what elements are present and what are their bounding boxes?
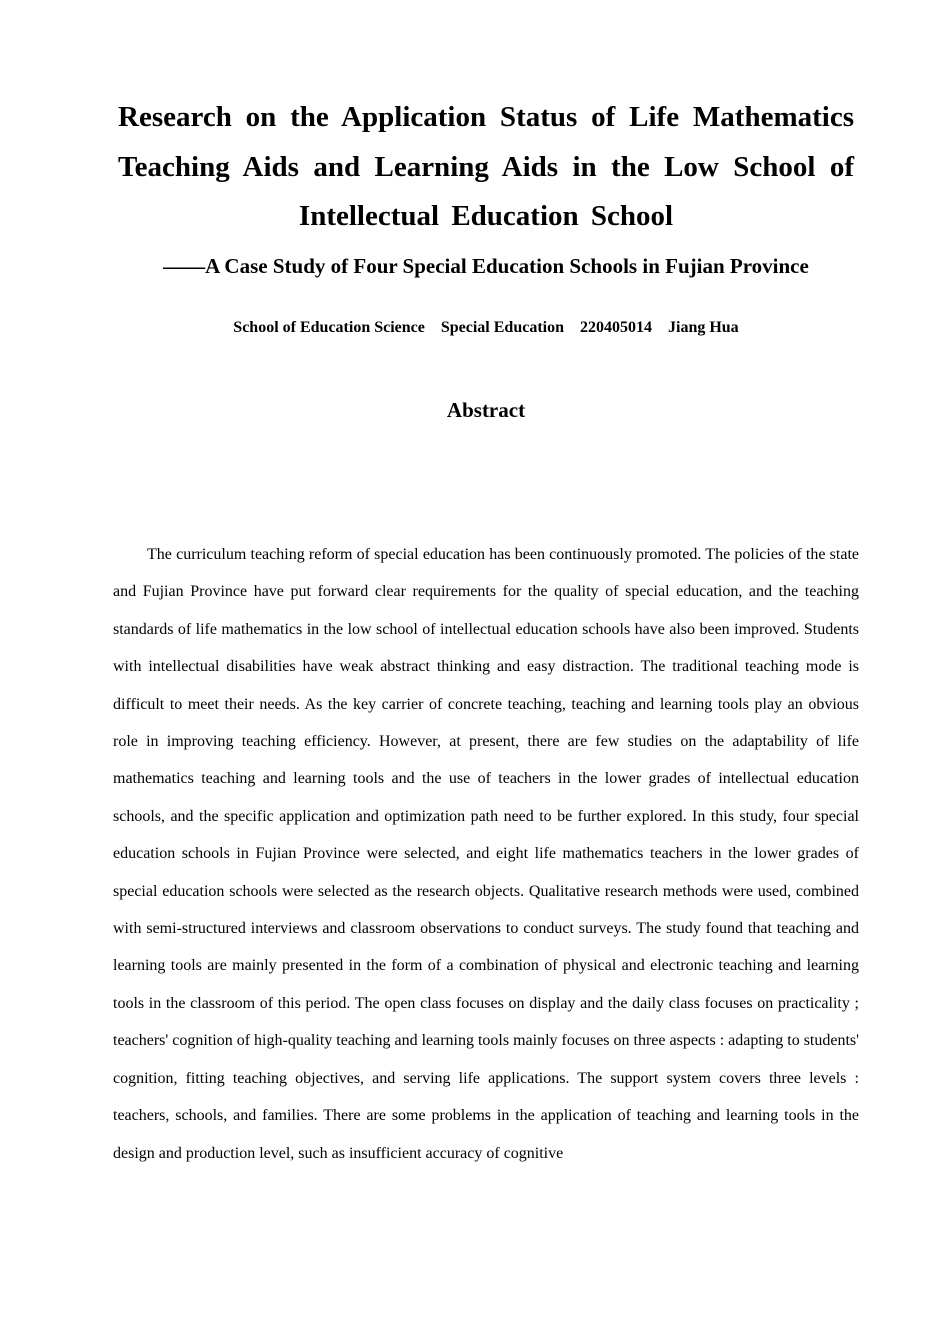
abstract-body: The curriculum teaching reform of special education has been continuously promoted. The policies of the state and Fujian Province have put forward clear requirements for the quality of special education, and the teaching standards of life mathematics in the low school of intellectual education schools have also been improved. Students with intellectual disabilities have weak abstract thinking and easy distraction. The traditional teaching mode is difficult to meet their needs. As the key carrier of concrete teaching, teaching and learning tools play an obvious role in improving teaching efficiency. However, at present, there are few studies on the adaptability of life mathematics teaching and learning tools and the use of teachers in the lower grades of intellectual education schools, and the specific application and optimization path need to be further explored. In this study, four special education schools in Fujian Province were selected, and eight life mathematics teachers in the lower grades of special education schools were selected as the research objects. Qualitative research methods were used, combined with semi-structured interviews and classroom observations to conduct surveys. The study found that teaching and learning tools are mainly presented in the form of a combination of physical and electronic teaching and learning tools in the classroom of this period. The open class focuses on display and the daily class focuses on practicality ; teachers' cognition of high-quality teaching and learning tools mainly focuses on three aspects : adapting to students' cognition, fitting teaching objectives, and serving life applications. The support system covers three levels : teachers, schools, and families. There are some problems in the application of teaching and learning tools in the design and production level, such as insufficient accuracy of cognitive xyxy=(113,546,859,1162)
author-line: School of Education Science Special Education 220405014 Jiang Hua xyxy=(233,319,739,336)
paper-subtitle: ——A Case Study of Four Special Education Schools in Fujian Province xyxy=(163,254,809,278)
abstract-heading: Abstract xyxy=(446,398,526,422)
paper-title: Research on the Application Status of Life Mathematics Teaching Aids and Learning Aids in the Low School of Intellectual Education School xyxy=(118,101,854,232)
